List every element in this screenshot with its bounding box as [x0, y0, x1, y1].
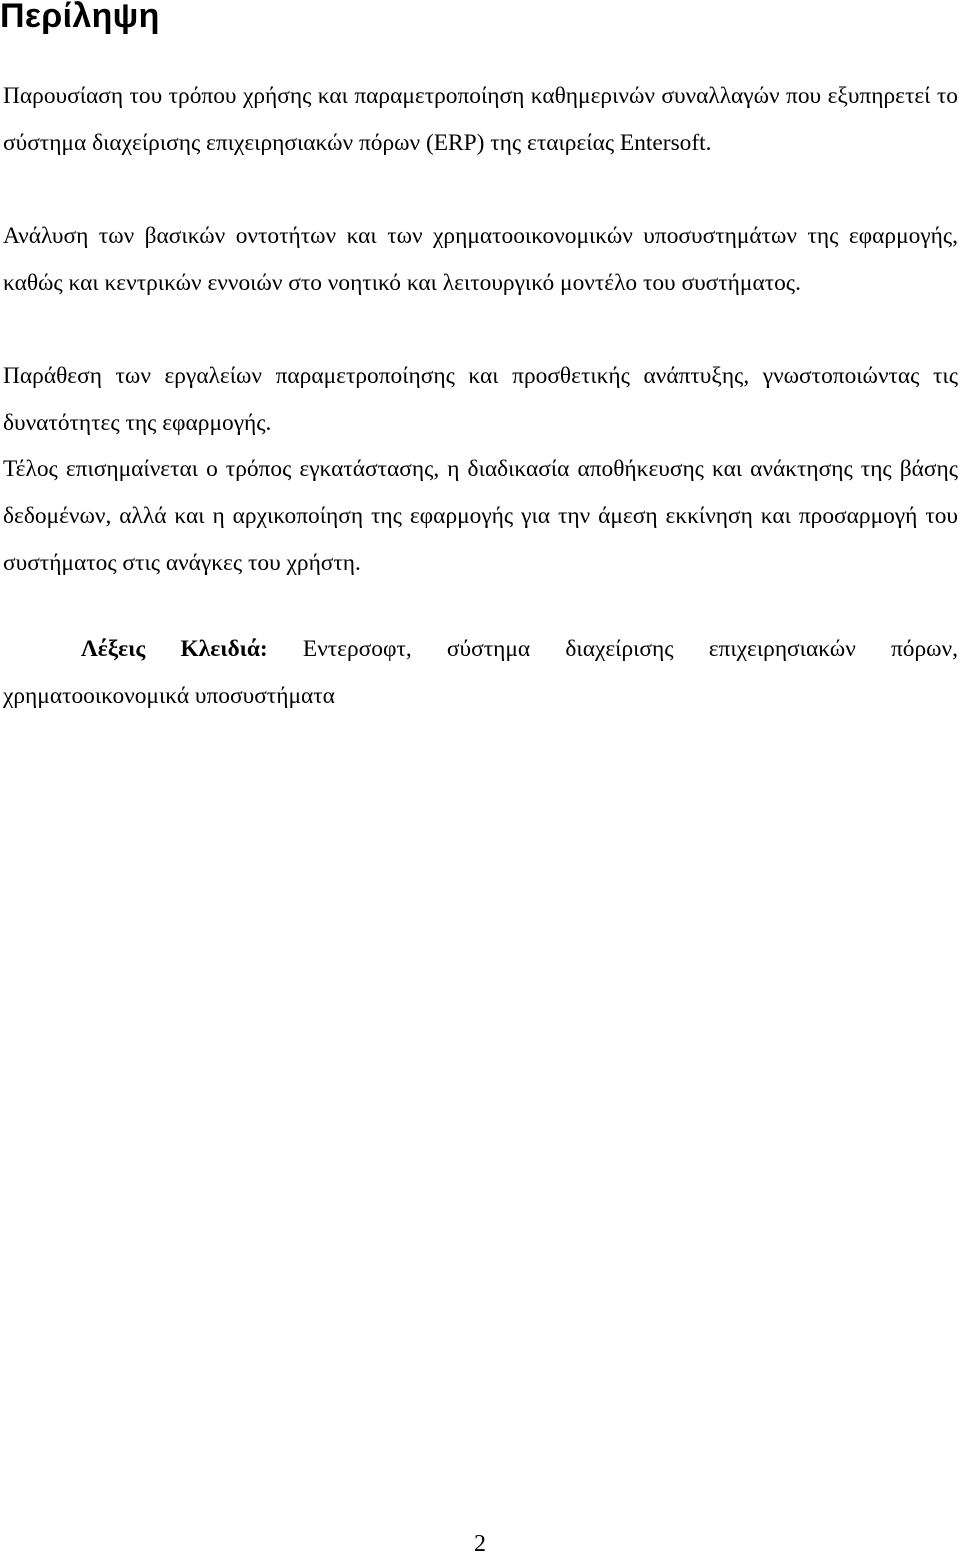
keywords-text: Εντερσοφτ, σύστημα διαχείρισης επιχειρησιακών πόρων, χρηματοοικονομικά υποσυστήματα	[3, 636, 958, 709]
page-title: Περίληψη	[0, 0, 160, 35]
keywords-label: Λέξεις Κλειδιά:	[81, 636, 268, 662]
keywords-paragraph	[3, 626, 958, 720]
page-number: 2	[474, 1531, 486, 1557]
abstract-paragraph-2: Ανάλυση των βασικών οντοτήτων και των χρηματοοικονομικών υποσυστημάτων της εφαρμογής, καθώς και κεντρικών εννοιών στο νοητικό και λειτουργικό μοντέλο του συστήματος.	[3, 223, 958, 296]
abstract-paragraph-4: Τέλος επισημαίνεται ο τρόπος εγκατάστασης, η διαδικασία αποθήκευσης και ανάκτησης της βάσης δεδομένων, αλλά και η αρχικοποίηση της εφαρμογής για την άμεση εκκίνηση και προσαρμογή του συστήματος στις ανάγκες του χρήστη.	[3, 456, 958, 576]
abstract-paragraph-3: Παράθεση των εργαλείων παραμετροποίησης και προσθετικής ανάπτυξης, γνωστοποιώντας τις δυνατότητες της εφαρμογής.	[3, 363, 958, 436]
abstract-paragraph-1: Παρουσίαση του τρόπου χρήσης και παραμετροποίηση καθημερινών συναλλαγών που εξυπηρετεί το σύστημα διαχείρισης επιχειρησιακών πόρων (ERP) της εταιρείας Entersoft.	[3, 83, 958, 156]
